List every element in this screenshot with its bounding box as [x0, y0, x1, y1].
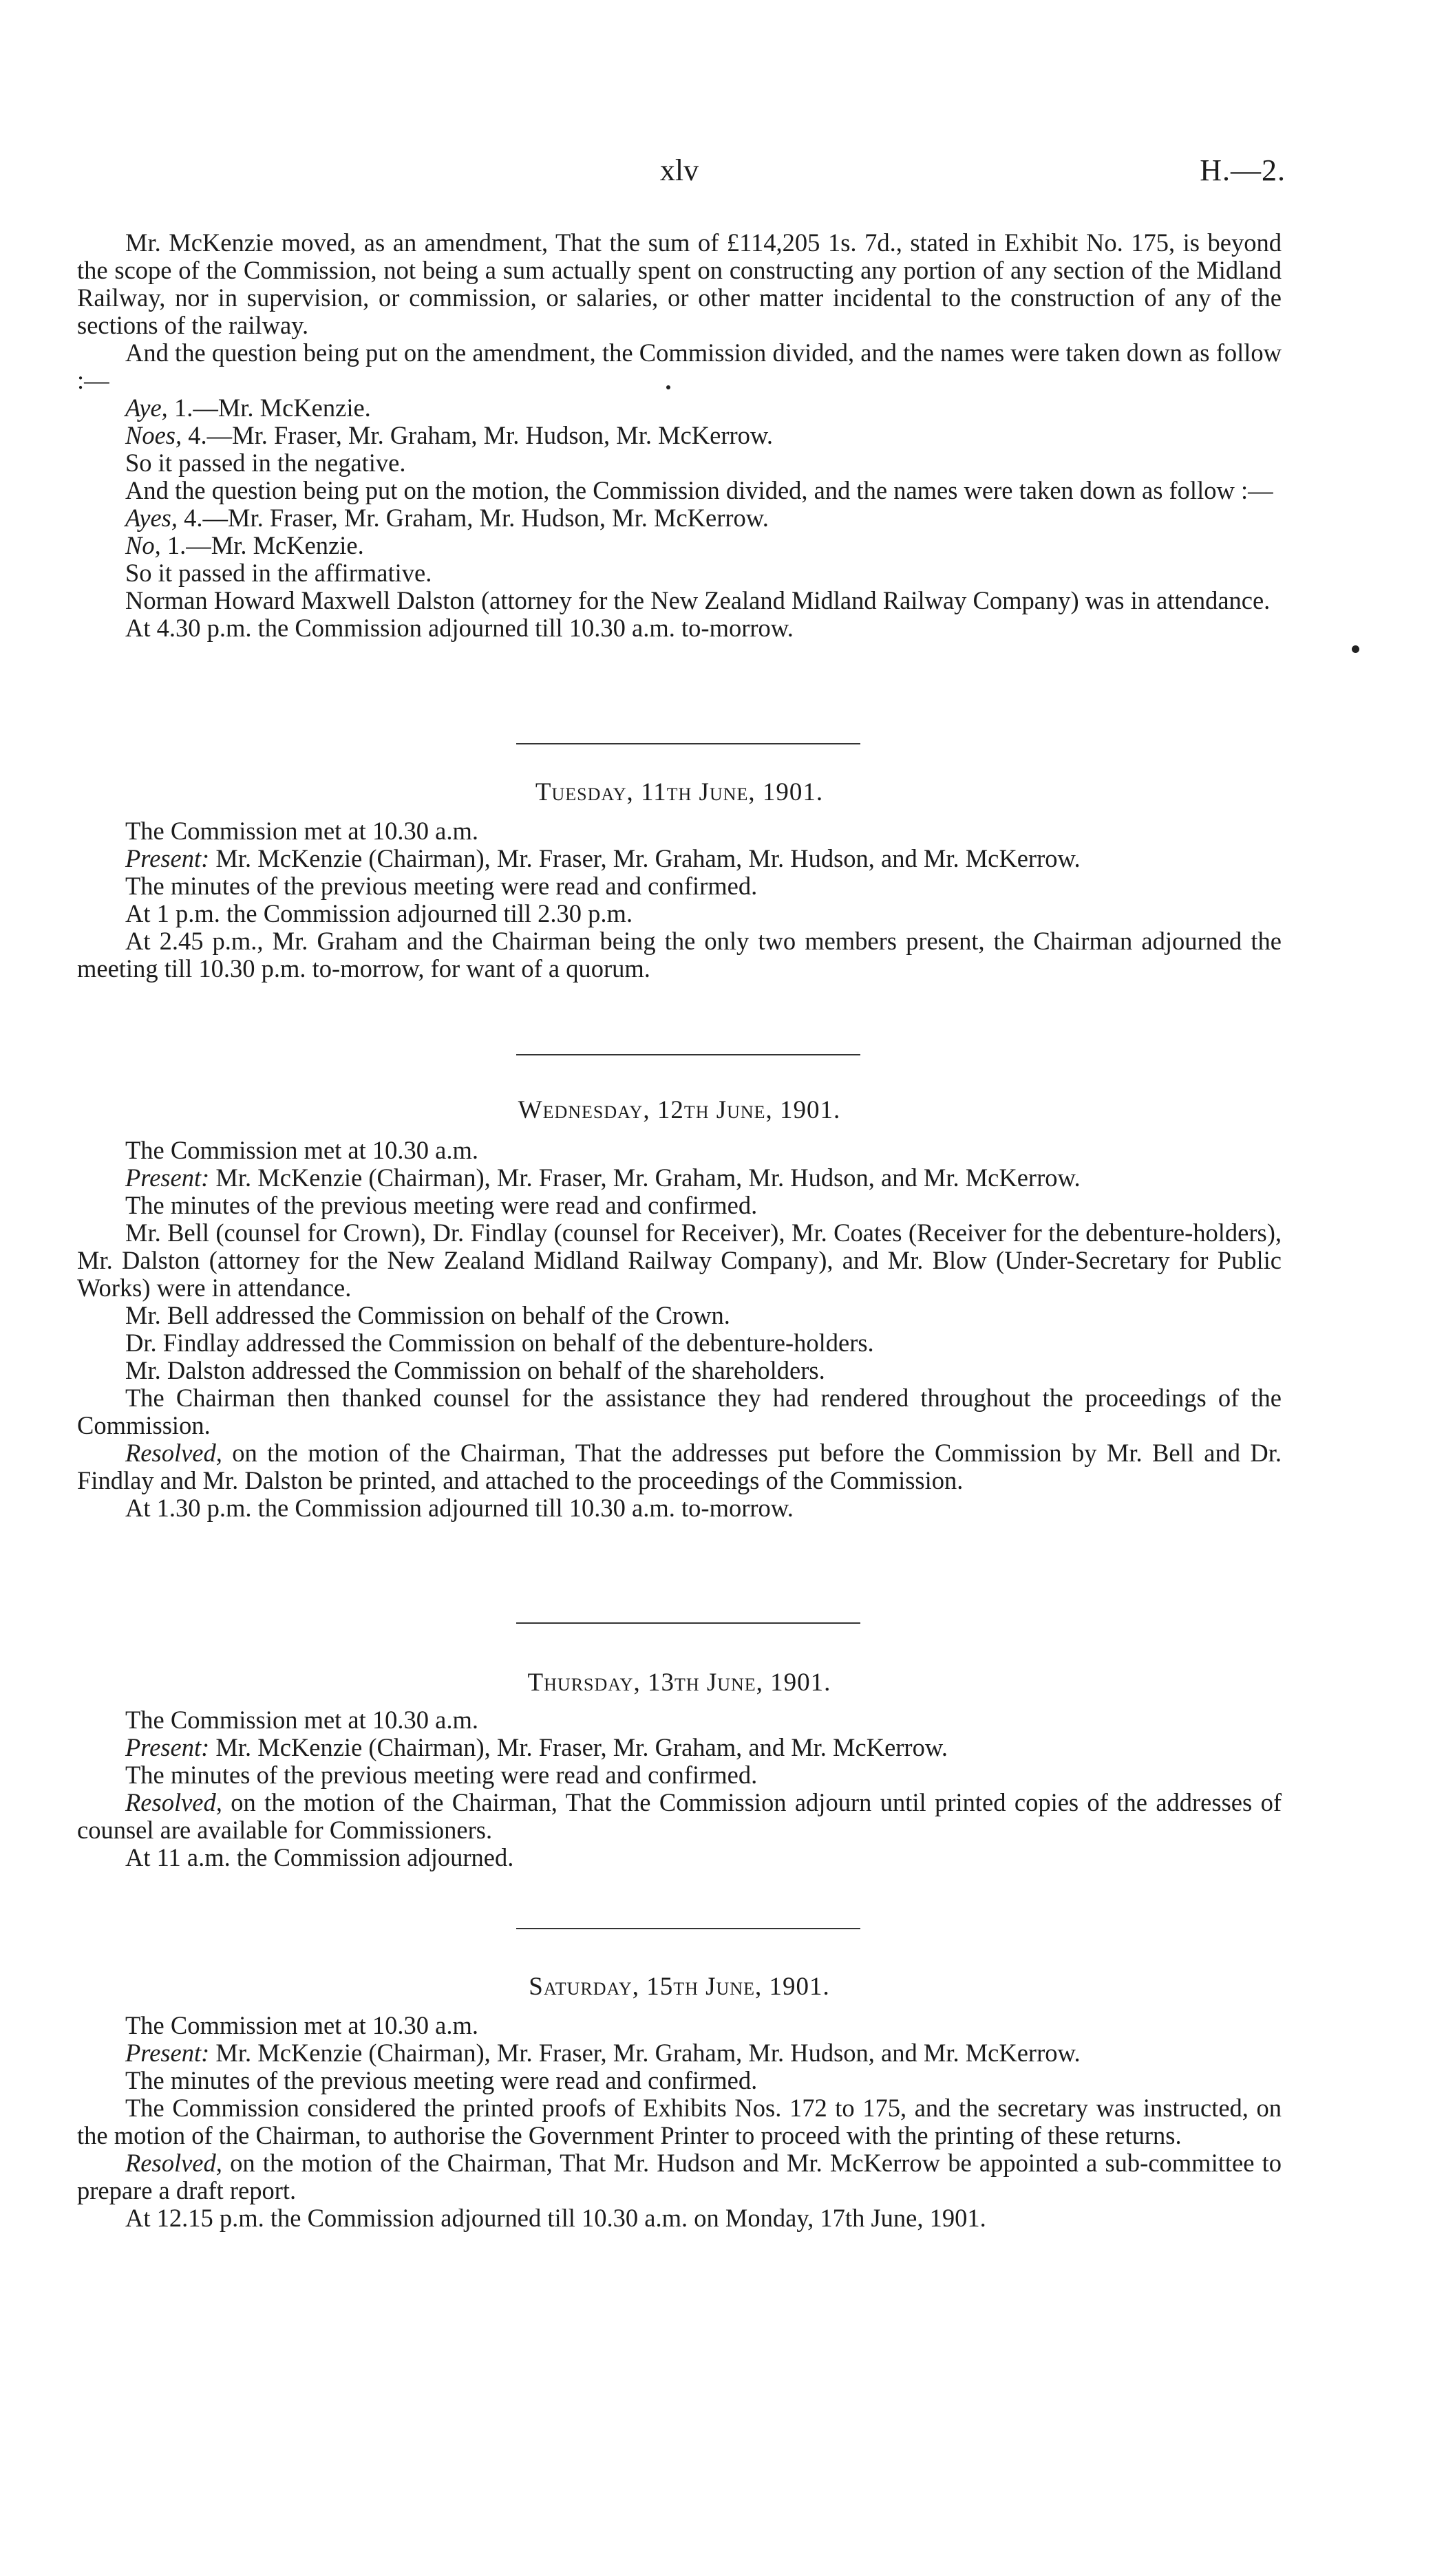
question-paragraph: And the question being put on the amendment, the Commission divided, and the names were taken down as follow :— [77, 339, 1282, 394]
present-text: Mr. McKenzie (Chairman), Mr. Fraser, Mr. Graham, Mr. Hudson, and Mr. McKerrow. [209, 1163, 1081, 1192]
wednesday-present [77, 1164, 1282, 1192]
wednesday-heading: Wednesday, 12th June, 1901. [518, 1096, 841, 1124]
saturday-proofs: The Commission considered the printed proofs of Exhibits Nos. 172 to 175, and the secretary was instructed, on the motion of the Chairman, to authorise the Government Printer to proceed with the printing of these returns. [77, 2094, 1282, 2149]
tuesday-present [77, 845, 1282, 872]
wednesday-bell: Mr. Bell addressed the Commission on behalf of the Crown. [125, 1301, 730, 1329]
wednesday-adjourned: At 1.30 p.m. the Commission adjourned till 10.30 a.m. to-morrow. [125, 1494, 794, 1522]
present-label: Present: [125, 2039, 210, 2067]
page-header [77, 153, 1286, 194]
page-number: xlv [659, 153, 699, 187]
document-reference: H.—2. [1200, 153, 1286, 187]
tuesday-quorum: At 2.45 p.m., Mr. Graham and the Chairman being the only two members present, the Chairman adjourned the meeting till 10.30 p.m. to-morrow, for want of a quorum. [77, 927, 1282, 983]
amendment-paragraph: Mr. McKenzie moved, as an amendment, That the sum of £114,205 1s. 7d., stated in Exhibit No. 175, is beyond the scope of the Commission, not being a sum actually spent on constructing any portion of any section of the Midland Railway, nor in supervision, or commission, or salaries, or other matter incidental to the construction of any of the sections of the railway. [77, 228, 1282, 339]
saturday-met: The Commission met at 10.30 a.m. [125, 2011, 478, 2039]
wednesday-met: The Commission met at 10.30 a.m. [125, 1136, 478, 1164]
present-text: Mr. McKenzie (Chairman), Mr. Fraser, Mr. Graham, Mr. Hudson, and Mr. McKerrow. [209, 2039, 1081, 2067]
document-page [77, 0, 1286, 2576]
thursday-adjourned: At 11 a.m. the Commission adjourned. [125, 1843, 514, 1871]
thursday-resolved [77, 1789, 1282, 1844]
saturday-section [77, 2012, 1282, 2232]
resolved-text: on the motion of the Chairman, That the Commission adjourn until printed copies of the addresses of counsel are available for Commissioners. [77, 1788, 1282, 1844]
motion-question-paragraph: And the question being put on the motion, the Commission divided, and the names were taken down as follow :— [125, 476, 1273, 504]
present-label: Present: [125, 1163, 210, 1192]
noes-label: Noes, [125, 421, 182, 449]
present-label: Present: [125, 844, 210, 872]
affirmative-result: So it passed in the affirmative. [125, 559, 432, 587]
wednesday-dalston: Mr. Dalston addressed the Commission on behalf of the shareholders. [125, 1356, 825, 1384]
tuesday-section [77, 817, 1282, 983]
saturday-present [77, 2039, 1282, 2067]
section-divider [516, 743, 860, 744]
wednesday-minutes: The minutes of the previous meeting were read and confirmed. [125, 1191, 758, 1219]
print-speck [666, 385, 670, 389]
ayes-vote [77, 504, 1282, 532]
no-vote [77, 532, 1282, 559]
thursday-present [77, 1734, 1282, 1761]
negative-result: So it passed in the negative. [125, 449, 406, 477]
present-label: Present: [125, 1733, 210, 1761]
wednesday-attendance: Mr. Bell (counsel for Crown), Dr. Findlay (counsel for Receiver), Mr. Coates (Receiver for the debenture-holders), Mr. Dalston (attorney for the New Zealand Midland Railway Company), and Mr. Blow (Under-Secretary for Public Works) were in attendance. [77, 1219, 1282, 1302]
top-section [77, 229, 1282, 642]
no-text: 1.—Mr. McKenzie. [160, 531, 364, 559]
saturday-minutes: The minutes of the previous meeting were read and confirmed. [125, 2066, 758, 2094]
ayes-label: Ayes, [125, 504, 178, 532]
present-text: Mr. McKenzie (Chairman), Mr. Fraser, Mr. Graham, Mr. Hudson, and Mr. McKerrow. [209, 844, 1081, 872]
tuesday-minutes: The minutes of the previous meeting were read and confirmed. [125, 872, 758, 900]
resolved-text: on the motion of the Chairman, That the addresses put before the Commission by Mr. Bell and Dr. Findlay and Mr. Dalston be printed, and attached to the proceedings of the Commission. [77, 1439, 1282, 1494]
noes-vote [77, 422, 1282, 449]
saturday-adjourned: At 12.15 p.m. the Commission adjourned till 10.30 a.m. on Monday, 17th June, 1901. [125, 2204, 986, 2232]
wednesday-findlay: Dr. Findlay addressed the Commission on behalf of the debenture-holders. [125, 1329, 874, 1357]
tuesday-met: The Commission met at 10.30 a.m. [125, 817, 478, 845]
aye-vote [77, 394, 1282, 422]
thursday-minutes: The minutes of the previous meeting were read and confirmed. [125, 1761, 758, 1789]
tuesday-adjourned: At 1 p.m. the Commission adjourned till 2.30 p.m. [125, 899, 633, 927]
aye-text: 1.—Mr. McKenzie. [167, 394, 371, 422]
section-divider [516, 1054, 860, 1055]
print-speck [1352, 645, 1359, 653]
wednesday-section [77, 1137, 1282, 1522]
present-text: Mr. McKenzie (Chairman), Mr. Fraser, Mr. Graham, and Mr. McKerrow. [209, 1733, 948, 1761]
resolved-label: Resolved, [125, 1788, 222, 1816]
thursday-heading: Thursday, 13th June, 1901. [527, 1668, 831, 1697]
noes-text: 4.—Mr. Fraser, Mr. Graham, Mr. Hudson, Mr. McKerrow. [182, 421, 774, 449]
section-divider [516, 1928, 860, 1929]
adjournment-paragraph: At 4.30 p.m. the Commission adjourned till 10.30 a.m. to-morrow. [125, 614, 794, 642]
attendance-paragraph: Norman Howard Maxwell Dalston (attorney for the New Zealand Midland Railway Company) was in attendance. [125, 586, 1271, 614]
aye-label: Aye, [125, 394, 168, 422]
tuesday-heading: Tuesday, 11th June, 1901. [535, 778, 824, 806]
resolved-label: Resolved, [125, 1439, 222, 1467]
thursday-met: The Commission met at 10.30 a.m. [125, 1706, 478, 1734]
wednesday-thanks: The Chairman then thanked counsel for the assistance they had rendered throughout the proceedings of the Commission. [77, 1384, 1282, 1439]
wednesday-resolved [77, 1439, 1282, 1494]
ayes-text: 4.—Mr. Fraser, Mr. Graham, Mr. Hudson, Mr. McKerrow. [178, 504, 769, 532]
no-label: No, [125, 531, 161, 559]
resolved-text: on the motion of the Chairman, That Mr. Hudson and Mr. McKerrow be appointed a sub-committee to prepare a draft report. [77, 2149, 1282, 2204]
resolved-label: Resolved, [125, 2149, 222, 2177]
thursday-section [77, 1706, 1282, 1871]
saturday-resolved [77, 2149, 1282, 2204]
section-divider [516, 1622, 860, 1624]
saturday-heading: Saturday, 15th June, 1901. [529, 1973, 830, 2001]
